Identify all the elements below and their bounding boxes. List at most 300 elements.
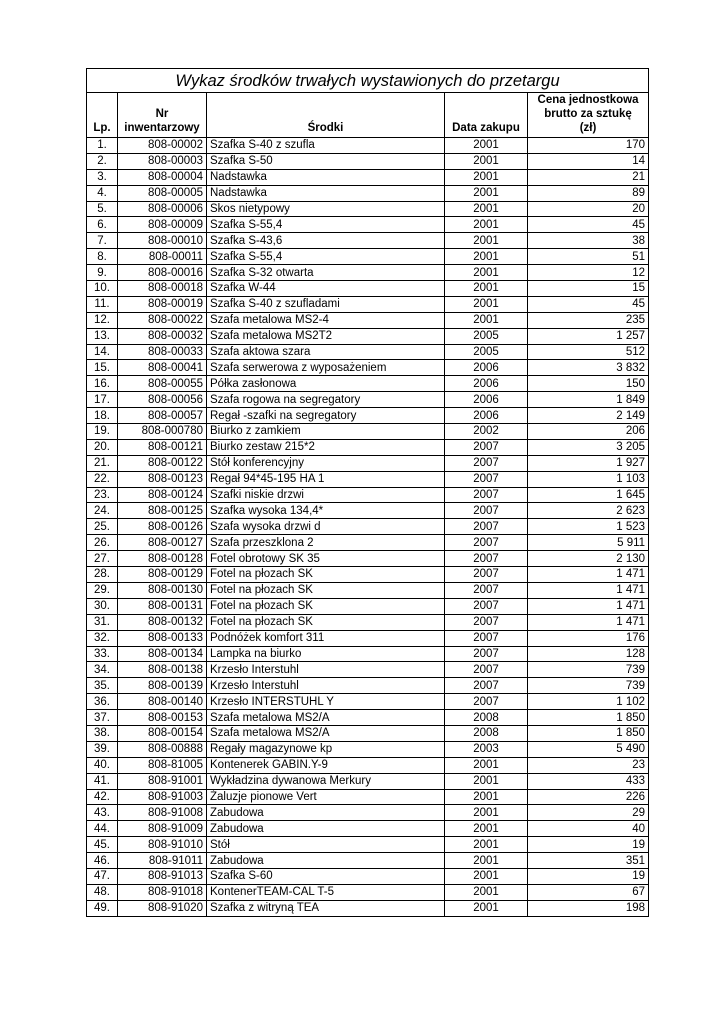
- cell-purchase-year: 2001: [445, 757, 528, 773]
- cell-lp: 24.: [87, 503, 118, 519]
- cell-lp: 32.: [87, 630, 118, 646]
- cell-inventory-number: 808-00011: [118, 249, 207, 265]
- cell-inventory-number: 808-81005: [118, 757, 207, 773]
- cell-inventory-number: 808-00134: [118, 646, 207, 662]
- cell-unit-price: 12: [528, 265, 649, 281]
- header-cena-line3: (zł): [579, 122, 597, 134]
- cell-asset-name: Szafka S-55,4: [207, 249, 445, 265]
- cell-purchase-year: 2005: [445, 328, 528, 344]
- cell-lp: 9.: [87, 265, 118, 281]
- cell-inventory-number: 808-00124: [118, 487, 207, 503]
- table-row: [87, 233, 649, 249]
- cell-purchase-year: 2001: [445, 169, 528, 185]
- cell-unit-price: 351: [528, 853, 649, 869]
- cell-asset-name: Żaluzje pionowe Vert: [207, 789, 445, 805]
- cell-asset-name: Zabudowa: [207, 805, 445, 821]
- cell-inventory-number: 808-00006: [118, 201, 207, 217]
- table-row: [87, 868, 649, 884]
- cell-unit-price: 19: [528, 868, 649, 884]
- cell-unit-price: 1 103: [528, 471, 649, 487]
- cell-asset-name: Nadstawka: [207, 169, 445, 185]
- cell-unit-price: 1 645: [528, 487, 649, 503]
- cell-unit-price: 89: [528, 185, 649, 201]
- table-row: [87, 249, 649, 265]
- cell-purchase-year: 2002: [445, 424, 528, 440]
- table-row: [87, 900, 649, 916]
- cell-inventory-number: 808-00056: [118, 392, 207, 408]
- cell-asset-name: Biurko zestaw 215*2: [207, 439, 445, 455]
- cell-asset-name: Szafa metalowa MS2/A: [207, 710, 445, 726]
- cell-unit-price: 51: [528, 249, 649, 265]
- cell-inventory-number: 808-00138: [118, 662, 207, 678]
- cell-purchase-year: 2005: [445, 344, 528, 360]
- cell-asset-name: Szafka z witryną TEA: [207, 900, 445, 916]
- cell-lp: 42.: [87, 789, 118, 805]
- cell-asset-name: Fotel obrotowy SK 35: [207, 551, 445, 567]
- cell-lp: 6.: [87, 217, 118, 233]
- cell-lp: 10.: [87, 281, 118, 297]
- cell-lp: 22.: [87, 471, 118, 487]
- cell-lp: 49.: [87, 900, 118, 916]
- cell-purchase-year: 2001: [445, 281, 528, 297]
- cell-unit-price: 226: [528, 789, 649, 805]
- table-row: [87, 789, 649, 805]
- cell-inventory-number: 808-00127: [118, 535, 207, 551]
- cell-unit-price: 23: [528, 757, 649, 773]
- table-row: [87, 853, 649, 869]
- table-row: [87, 503, 649, 519]
- cell-inventory-number: 808-91013: [118, 868, 207, 884]
- cell-inventory-number: 808-91020: [118, 900, 207, 916]
- cell-lp: 28.: [87, 567, 118, 583]
- cell-asset-name: Półka zasłonowa: [207, 376, 445, 392]
- cell-inventory-number: 808-00057: [118, 408, 207, 424]
- cell-lp: 3.: [87, 169, 118, 185]
- cell-asset-name: Stół: [207, 837, 445, 853]
- cell-asset-name: Szafka S-55,4: [207, 217, 445, 233]
- cell-unit-price: 5 911: [528, 535, 649, 551]
- cell-lp: 5.: [87, 201, 118, 217]
- cell-lp: 23.: [87, 487, 118, 503]
- table-row: [87, 725, 649, 741]
- header-srodki: Środki: [207, 93, 445, 138]
- cell-lp: 36.: [87, 694, 118, 710]
- table-row: [87, 630, 649, 646]
- table-row: [87, 614, 649, 630]
- header-data: Data zakupu: [445, 93, 528, 138]
- cell-inventory-number: 808-00022: [118, 312, 207, 328]
- cell-purchase-year: 2007: [445, 455, 528, 471]
- cell-lp: 43.: [87, 805, 118, 821]
- cell-lp: 33.: [87, 646, 118, 662]
- table-row: [87, 757, 649, 773]
- cell-inventory-number: 808-00139: [118, 678, 207, 694]
- cell-inventory-number: 808-00005: [118, 185, 207, 201]
- cell-lp: 16.: [87, 376, 118, 392]
- table-row: [87, 265, 649, 281]
- cell-unit-price: 150: [528, 376, 649, 392]
- cell-lp: 8.: [87, 249, 118, 265]
- cell-inventory-number: 808-00154: [118, 725, 207, 741]
- cell-purchase-year: 2007: [445, 582, 528, 598]
- cell-purchase-year: 2007: [445, 487, 528, 503]
- table-row: [87, 471, 649, 487]
- header-row: [87, 93, 649, 138]
- cell-unit-price: 21: [528, 169, 649, 185]
- cell-inventory-number: 808-00041: [118, 360, 207, 376]
- cell-inventory-number: 808-91001: [118, 773, 207, 789]
- cell-inventory-number: 808-00003: [118, 153, 207, 169]
- cell-unit-price: 1 102: [528, 694, 649, 710]
- table-row: [87, 217, 649, 233]
- cell-purchase-year: 2006: [445, 376, 528, 392]
- cell-inventory-number: 808-00153: [118, 710, 207, 726]
- cell-asset-name: Fotel na płozach SK: [207, 614, 445, 630]
- asset-table: [86, 68, 649, 917]
- cell-purchase-year: 2003: [445, 741, 528, 757]
- table-row: [87, 439, 649, 455]
- table-row: [87, 360, 649, 376]
- cell-inventory-number: 808-00002: [118, 138, 207, 154]
- table-row: [87, 519, 649, 535]
- table-row: [87, 694, 649, 710]
- table-row: [87, 805, 649, 821]
- cell-lp: 12.: [87, 312, 118, 328]
- cell-lp: 18.: [87, 408, 118, 424]
- table-row: [87, 328, 649, 344]
- cell-asset-name: Krzesło Interstuhl: [207, 678, 445, 694]
- cell-lp: 38.: [87, 725, 118, 741]
- cell-asset-name: Biurko z zamkiem: [207, 424, 445, 440]
- cell-asset-name: Regały magazynowe kp: [207, 741, 445, 757]
- cell-unit-price: 45: [528, 296, 649, 312]
- cell-lp: 41.: [87, 773, 118, 789]
- cell-purchase-year: 2007: [445, 519, 528, 535]
- cell-purchase-year: 2007: [445, 471, 528, 487]
- table-row: [87, 884, 649, 900]
- cell-lp: 14.: [87, 344, 118, 360]
- cell-asset-name: Szafa aktowa szara: [207, 344, 445, 360]
- cell-unit-price: 45: [528, 217, 649, 233]
- cell-unit-price: 1 927: [528, 455, 649, 471]
- cell-lp: 45.: [87, 837, 118, 853]
- header-cena-line1: Cena jednostkowa: [537, 94, 639, 106]
- table-row: [87, 678, 649, 694]
- cell-inventory-number: 808-00126: [118, 519, 207, 535]
- cell-inventory-number: 808-00018: [118, 281, 207, 297]
- cell-inventory-number: 808-91003: [118, 789, 207, 805]
- cell-purchase-year: 2001: [445, 233, 528, 249]
- cell-asset-name: Szafka wysoka 134,4*: [207, 503, 445, 519]
- table-row: [87, 455, 649, 471]
- cell-asset-name: Szafki niskie drzwi: [207, 487, 445, 503]
- table-row: [87, 392, 649, 408]
- table-row: [87, 487, 649, 503]
- cell-inventory-number: 808-00033: [118, 344, 207, 360]
- cell-lp: 25.: [87, 519, 118, 535]
- cell-asset-name: Szafa metalowa MS2/A: [207, 725, 445, 741]
- cell-purchase-year: 2007: [445, 630, 528, 646]
- header-nr-line2: inwentarzowy: [124, 122, 200, 134]
- cell-purchase-year: 2007: [445, 551, 528, 567]
- table-row: [87, 344, 649, 360]
- cell-lp: 27.: [87, 551, 118, 567]
- cell-asset-name: Wykładzina dywanowa Merkury: [207, 773, 445, 789]
- cell-lp: 40.: [87, 757, 118, 773]
- table-row: [87, 312, 649, 328]
- cell-inventory-number: 808-00125: [118, 503, 207, 519]
- cell-asset-name: Szafa rogowa na segregatory: [207, 392, 445, 408]
- cell-inventory-number: 808-91011: [118, 853, 207, 869]
- cell-unit-price: 1 257: [528, 328, 649, 344]
- cell-asset-name: Szafka S-40 z szufla: [207, 138, 445, 154]
- cell-purchase-year: 2001: [445, 837, 528, 853]
- cell-unit-price: 198: [528, 900, 649, 916]
- cell-purchase-year: 2008: [445, 710, 528, 726]
- cell-purchase-year: 2007: [445, 694, 528, 710]
- cell-asset-name: Szafa metalowa MS2-4: [207, 312, 445, 328]
- cell-inventory-number: 808-00010: [118, 233, 207, 249]
- cell-purchase-year: 2001: [445, 265, 528, 281]
- cell-unit-price: 170: [528, 138, 649, 154]
- cell-unit-price: 1 471: [528, 582, 649, 598]
- cell-unit-price: 29: [528, 805, 649, 821]
- table-row: [87, 138, 649, 154]
- cell-purchase-year: 2001: [445, 201, 528, 217]
- cell-purchase-year: 2001: [445, 296, 528, 312]
- cell-inventory-number: 808-00132: [118, 614, 207, 630]
- cell-lp: 17.: [87, 392, 118, 408]
- cell-unit-price: 5 490: [528, 741, 649, 757]
- cell-inventory-number: 808-00122: [118, 455, 207, 471]
- cell-asset-name: KontenerTEAM-CAL T-5: [207, 884, 445, 900]
- cell-unit-price: 3 205: [528, 439, 649, 455]
- cell-purchase-year: 2001: [445, 249, 528, 265]
- cell-lp: 1.: [87, 138, 118, 154]
- cell-asset-name: Kontenerek GABIN.Y-9: [207, 757, 445, 773]
- header-lp: Lp.: [87, 93, 118, 138]
- cell-purchase-year: 2007: [445, 535, 528, 551]
- cell-asset-name: Zabudowa: [207, 821, 445, 837]
- cell-inventory-number: 808-91009: [118, 821, 207, 837]
- cell-purchase-year: 2001: [445, 868, 528, 884]
- cell-unit-price: 1 849: [528, 392, 649, 408]
- cell-purchase-year: 2001: [445, 217, 528, 233]
- cell-lp: 39.: [87, 741, 118, 757]
- table-row: [87, 408, 649, 424]
- cell-asset-name: Szafa metalowa MS2T2: [207, 328, 445, 344]
- cell-lp: 35.: [87, 678, 118, 694]
- cell-purchase-year: 2007: [445, 567, 528, 583]
- cell-purchase-year: 2001: [445, 853, 528, 869]
- cell-purchase-year: 2006: [445, 392, 528, 408]
- header-nr-line1: Nr: [155, 108, 169, 120]
- cell-inventory-number: 808-00016: [118, 265, 207, 281]
- cell-asset-name: Stół konferencyjny: [207, 455, 445, 471]
- cell-inventory-number: 808-00128: [118, 551, 207, 567]
- cell-unit-price: 1 471: [528, 598, 649, 614]
- cell-lp: 47.: [87, 868, 118, 884]
- cell-purchase-year: 2007: [445, 662, 528, 678]
- cell-asset-name: Krzesło INTERSTUHL Y: [207, 694, 445, 710]
- cell-inventory-number: 808-00133: [118, 630, 207, 646]
- table-row: [87, 153, 649, 169]
- cell-asset-name: Szafka S-50: [207, 153, 445, 169]
- cell-inventory-number: 808-00032: [118, 328, 207, 344]
- cell-unit-price: 40: [528, 821, 649, 837]
- cell-lp: 15.: [87, 360, 118, 376]
- cell-purchase-year: 2007: [445, 678, 528, 694]
- cell-unit-price: 1 523: [528, 519, 649, 535]
- table-row: [87, 201, 649, 217]
- cell-lp: 29.: [87, 582, 118, 598]
- cell-purchase-year: 2007: [445, 646, 528, 662]
- cell-inventory-number: 808-00004: [118, 169, 207, 185]
- cell-purchase-year: 2001: [445, 821, 528, 837]
- cell-inventory-number: 808-00131: [118, 598, 207, 614]
- cell-inventory-number: 808-00055: [118, 376, 207, 392]
- table-row: [87, 551, 649, 567]
- cell-purchase-year: 2006: [445, 408, 528, 424]
- cell-lp: 11.: [87, 296, 118, 312]
- table-row: [87, 582, 649, 598]
- cell-lp: 44.: [87, 821, 118, 837]
- cell-purchase-year: 2007: [445, 598, 528, 614]
- cell-unit-price: 206: [528, 424, 649, 440]
- cell-lp: 4.: [87, 185, 118, 201]
- cell-unit-price: 1 471: [528, 614, 649, 630]
- table-row: [87, 296, 649, 312]
- cell-lp: 7.: [87, 233, 118, 249]
- cell-inventory-number: 808-00009: [118, 217, 207, 233]
- cell-purchase-year: 2008: [445, 725, 528, 741]
- cell-purchase-year: 2007: [445, 439, 528, 455]
- table-row: [87, 281, 649, 297]
- cell-unit-price: 2 130: [528, 551, 649, 567]
- table-row: [87, 169, 649, 185]
- cell-asset-name: Regał 94*45-195 HA 1: [207, 471, 445, 487]
- cell-asset-name: Zabudowa: [207, 853, 445, 869]
- table-row: [87, 567, 649, 583]
- cell-purchase-year: 2001: [445, 805, 528, 821]
- cell-lp: 13.: [87, 328, 118, 344]
- cell-purchase-year: 2001: [445, 138, 528, 154]
- cell-asset-name: Nadstawka: [207, 185, 445, 201]
- table-row: [87, 376, 649, 392]
- cell-asset-name: Szafka W-44: [207, 281, 445, 297]
- cell-unit-price: 512: [528, 344, 649, 360]
- cell-unit-price: 67: [528, 884, 649, 900]
- cell-purchase-year: 2001: [445, 773, 528, 789]
- cell-unit-price: 1 471: [528, 567, 649, 583]
- table-row: [87, 741, 649, 757]
- cell-lp: 30.: [87, 598, 118, 614]
- cell-lp: 26.: [87, 535, 118, 551]
- cell-asset-name: Fotel na płozach SK: [207, 598, 445, 614]
- cell-inventory-number: 808-00123: [118, 471, 207, 487]
- table-row: [87, 598, 649, 614]
- cell-unit-price: 1 850: [528, 710, 649, 726]
- cell-asset-name: Regał -szafki na segregatory: [207, 408, 445, 424]
- cell-asset-name: Szafka S-40 z szufladami: [207, 296, 445, 312]
- header-nr: [118, 93, 207, 138]
- cell-unit-price: 20: [528, 201, 649, 217]
- cell-asset-name: Krzesło Interstuhl: [207, 662, 445, 678]
- cell-unit-price: 739: [528, 678, 649, 694]
- table-row: [87, 646, 649, 662]
- table-row: [87, 710, 649, 726]
- cell-unit-price: 38: [528, 233, 649, 249]
- cell-inventory-number: 808-91010: [118, 837, 207, 853]
- cell-inventory-number: 808-00129: [118, 567, 207, 583]
- cell-unit-price: 235: [528, 312, 649, 328]
- cell-lp: 34.: [87, 662, 118, 678]
- cell-inventory-number: 808-000780: [118, 424, 207, 440]
- cell-asset-name: Szafa serwerowa z wyposażeniem: [207, 360, 445, 376]
- cell-lp: 19.: [87, 424, 118, 440]
- table-row: [87, 837, 649, 853]
- cell-unit-price: 433: [528, 773, 649, 789]
- cell-inventory-number: 808-91008: [118, 805, 207, 821]
- table-row: [87, 821, 649, 837]
- cell-asset-name: Fotel na płozach SK: [207, 567, 445, 583]
- cell-lp: 37.: [87, 710, 118, 726]
- cell-purchase-year: 2006: [445, 360, 528, 376]
- cell-unit-price: 128: [528, 646, 649, 662]
- cell-asset-name: Szafka S-60: [207, 868, 445, 884]
- cell-purchase-year: 2001: [445, 153, 528, 169]
- cell-asset-name: Podnóżek komfort 311: [207, 630, 445, 646]
- cell-purchase-year: 2007: [445, 503, 528, 519]
- cell-inventory-number: 808-91018: [118, 884, 207, 900]
- cell-lp: 31.: [87, 614, 118, 630]
- cell-unit-price: 19: [528, 837, 649, 853]
- cell-unit-price: 2 623: [528, 503, 649, 519]
- cell-inventory-number: 808-00888: [118, 741, 207, 757]
- table-row: [87, 535, 649, 551]
- cell-asset-name: Lampka na biurko: [207, 646, 445, 662]
- cell-asset-name: Szafa przeszklona 2: [207, 535, 445, 551]
- table-row: [87, 424, 649, 440]
- cell-inventory-number: 808-00130: [118, 582, 207, 598]
- cell-lp: 46.: [87, 853, 118, 869]
- cell-inventory-number: 808-00019: [118, 296, 207, 312]
- cell-unit-price: 739: [528, 662, 649, 678]
- cell-lp: 2.: [87, 153, 118, 169]
- cell-asset-name: Szafka S-32 otwarta: [207, 265, 445, 281]
- cell-unit-price: 176: [528, 630, 649, 646]
- cell-unit-price: 15: [528, 281, 649, 297]
- cell-asset-name: Szafka S-43,6: [207, 233, 445, 249]
- cell-purchase-year: 2001: [445, 884, 528, 900]
- header-cena-line2: brutto za sztukę: [544, 108, 632, 120]
- cell-inventory-number: 808-00121: [118, 439, 207, 455]
- cell-lp: 21.: [87, 455, 118, 471]
- cell-purchase-year: 2001: [445, 900, 528, 916]
- cell-inventory-number: 808-00140: [118, 694, 207, 710]
- cell-purchase-year: 2001: [445, 312, 528, 328]
- cell-unit-price: 1 850: [528, 725, 649, 741]
- table-title: Wykaz środków trwałych wystawionych do przetargu: [87, 69, 649, 93]
- cell-purchase-year: 2001: [445, 789, 528, 805]
- cell-lp: 20.: [87, 439, 118, 455]
- table-row: [87, 662, 649, 678]
- cell-asset-name: Szafa wysoka drzwi d: [207, 519, 445, 535]
- cell-asset-name: Fotel na płozach SK: [207, 582, 445, 598]
- cell-asset-name: Skos nietypowy: [207, 201, 445, 217]
- cell-unit-price: 3 832: [528, 360, 649, 376]
- table-row: [87, 773, 649, 789]
